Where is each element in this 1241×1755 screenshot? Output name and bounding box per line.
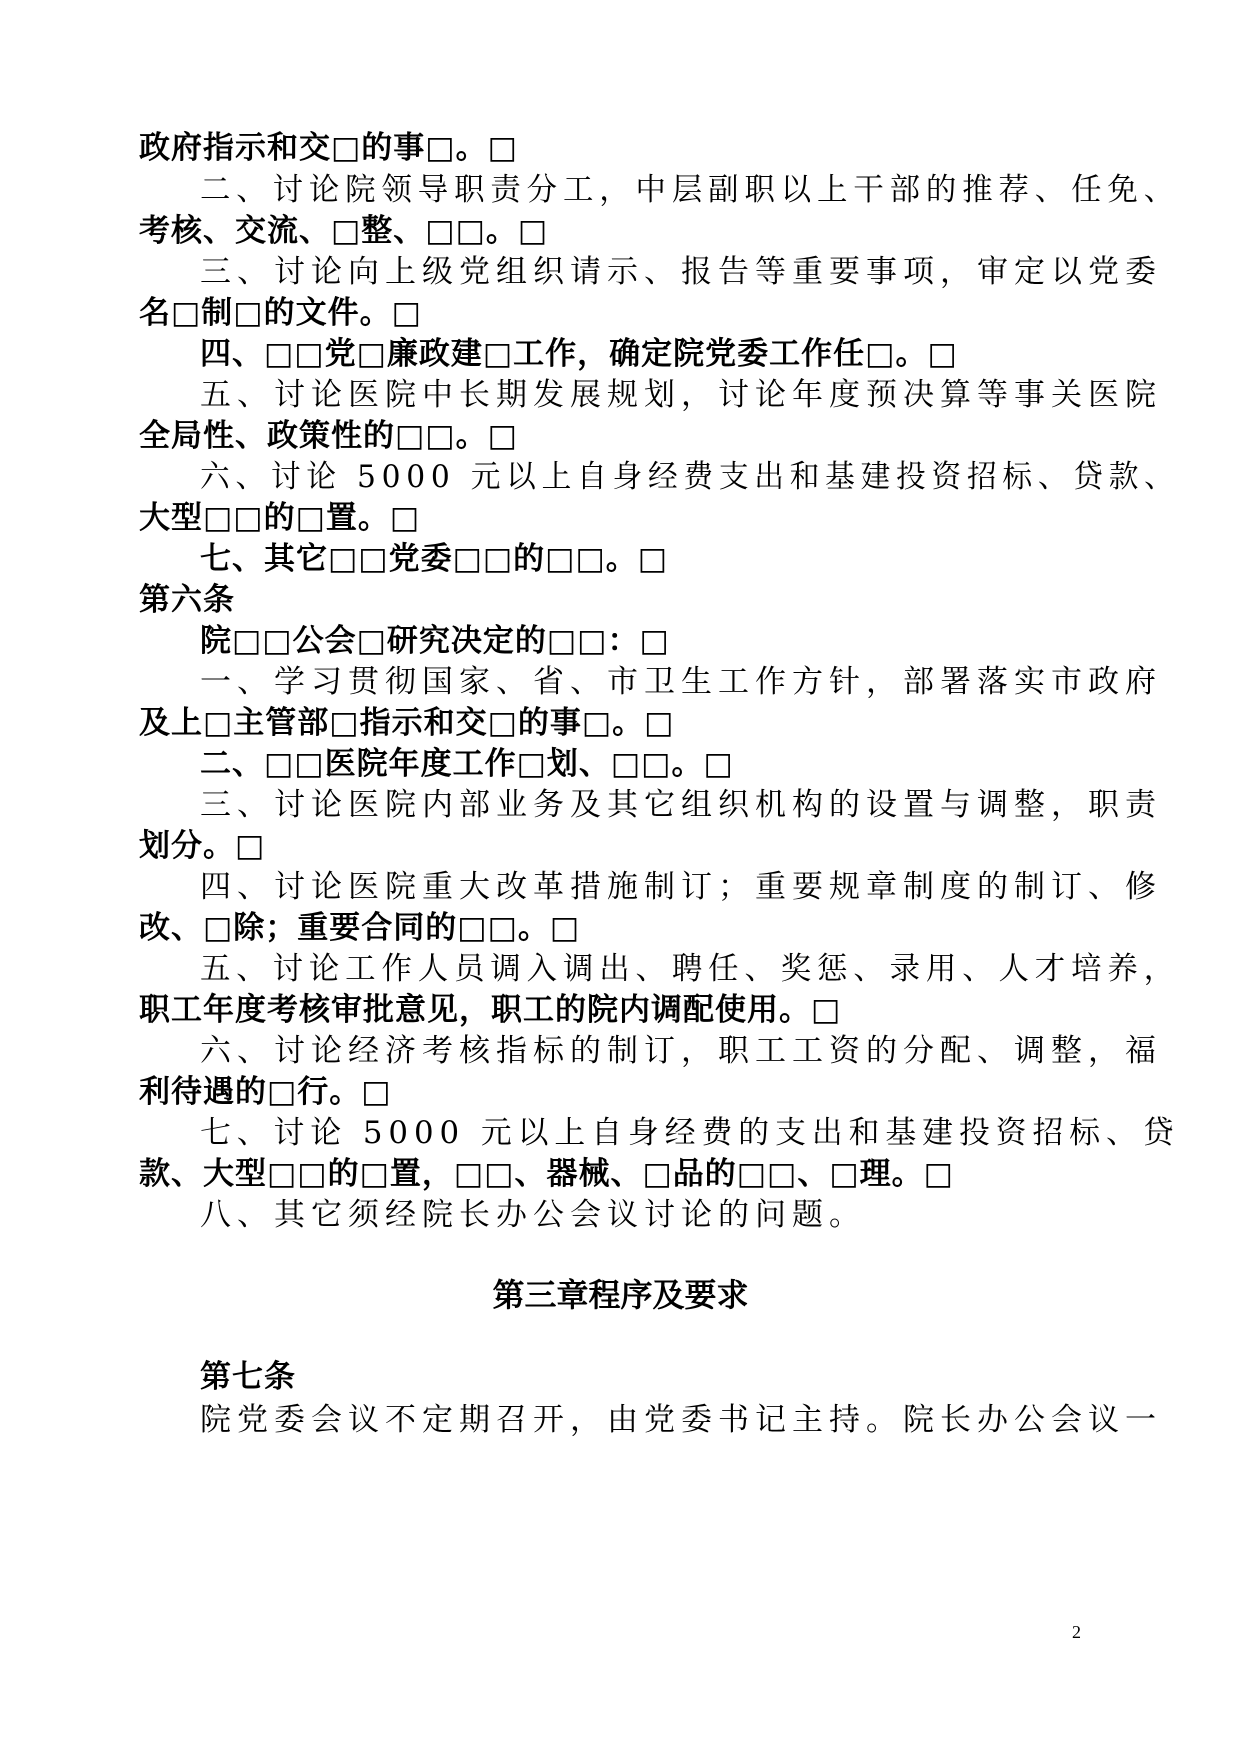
text-line: 职工年度考核审批意见，职工的院内调配使用。□ [139,992,842,1028]
chapter-heading: 第三章程序及要求 [492,1276,749,1314]
text-line: 八、其它须经院长办公会议讨论的问题。 [200,1197,866,1233]
text-line: 院党委会议不定期召开，由党委书记主持。院长办公会议一 [200,1402,1162,1438]
text-line: 院□□公会□研究决定的□□：□ [200,623,670,659]
text-line: 三、讨论向上级党组织请示、报告等重要事项，审定以党委 [200,254,1162,290]
text-line: 五、讨论工作人员调入调出、聘任、奖惩、录用、人才培养， [200,951,1180,987]
text-line: 二、□□医院年度工作□划、□□。□ [200,746,734,782]
text-line: 全局性、政策性的□□。□ [139,418,518,454]
page-number: 2 [1072,1622,1081,1642]
text-line: 名□制□的文件。□ [139,295,422,331]
text-line: 六、讨论 5000 元以上自身经费支出和基建投资招标、贷款、 [200,459,1180,495]
text-line: 改、□除；重要合同的□□。□ [139,910,581,946]
text-line: 及上□主管部□指示和交□的事□。□ [139,705,675,741]
text-line: 四、□□党□廉政建□工作，确定院党委工作任□。□ [200,336,958,372]
text-line: 考核、交流、□整、□□。□ [139,213,549,249]
article-label: 第六条 [139,582,235,618]
text-line: 划分。□ [139,828,266,864]
text-line: 二、讨论院领导职责分工，中层副职以上干部的推荐、任免、 [200,172,1180,208]
text-line: 一、学习贯彻国家、省、市卫生工作方针，部署落实市政府 [200,664,1162,700]
article-label: 第七条 [200,1359,296,1395]
text-line: 三、讨论医院内部业务及其它组织机构的设置与调整，职责 [200,787,1162,823]
text-line: 五、讨论医院中长期发展规划，讨论年度预决算等事关医院 [200,377,1162,413]
text-line: 四、讨论医院重大改革措施制订；重要规章制度的制订、修 [200,869,1162,905]
text-line: 六、讨论经济考核指标的制订，职工工资的分配、调整，福 [200,1033,1162,1069]
text-line: 七、讨论 5000 元以上自身经费的支出和基建投资招标、贷 [200,1115,1180,1151]
text-line: 七、其它□□党委□□的□□。□ [200,541,669,577]
text-line: 大型□□的□置。□ [139,500,421,536]
text-line: 款、大型□□的□置，□□、器械、□品的□□、□理。□ [139,1156,954,1192]
text-line: 利待遇的□行。□ [139,1074,392,1110]
text-line: 政府指示和交□的事□。□ [139,130,518,166]
